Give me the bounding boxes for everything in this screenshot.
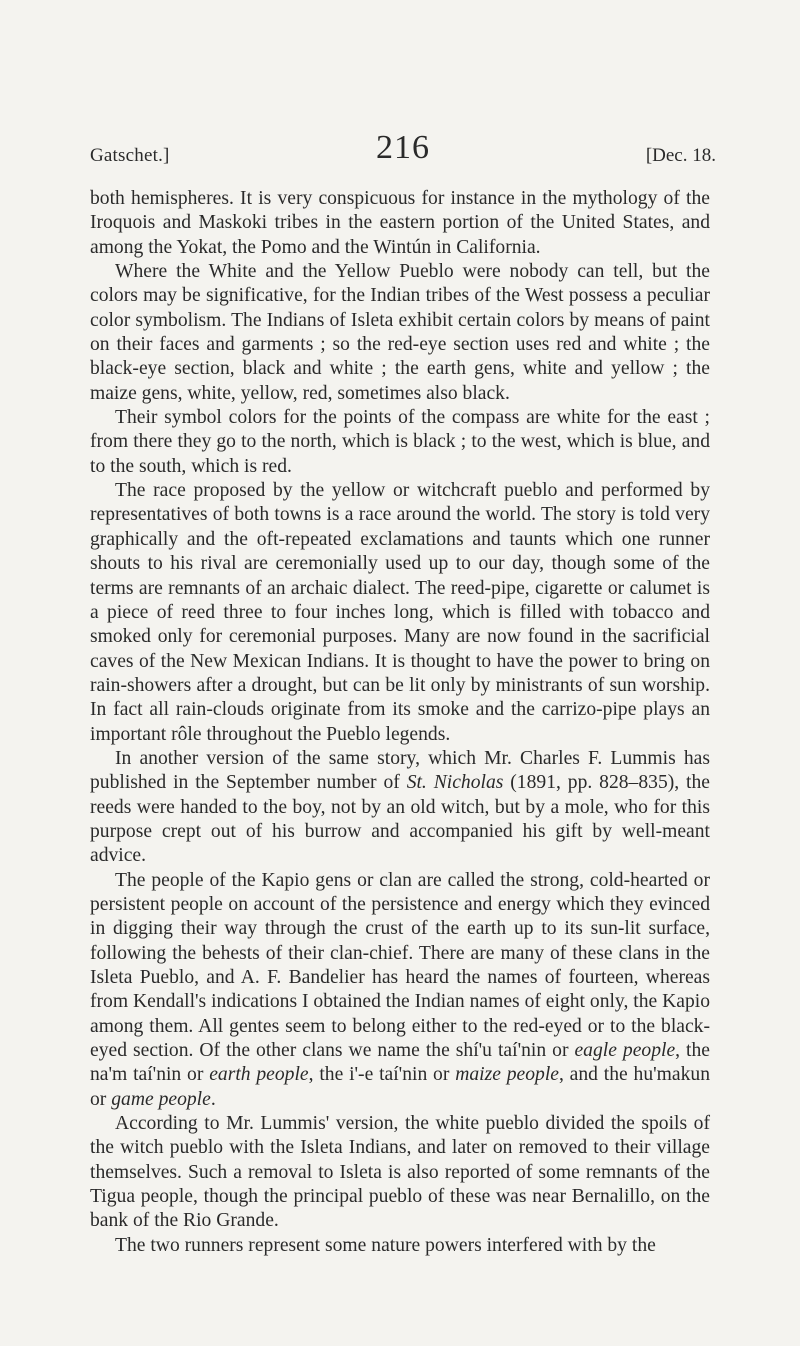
text-run: The people of the Kapio gens or clan are called the strong, cold-hearted or persistent people on account of the persistence and energy which they evinced in digging their way through the crust of the earth up to its sun-lit surface, following the behests of their clan-chief. There are many of these clans in the Isleta Pueblo, and A. F. Bandelier has heard the names of fourteen, whereas from Kendall's indications I obtained the Indian names of eight only, the Kapio among them. All gentes seem to belong either to the red-eyed or to the black-eyed section. Of the other clans we name the shí'u taí'nin or (90, 869, 710, 1062)
italic-text: earth people (209, 1064, 309, 1086)
text-run: , and the hu'makun or (90, 1064, 710, 1110)
paragraph (90, 187, 710, 260)
italic-text: eagle people (574, 1040, 676, 1062)
text-run: Where the White and the Yellow Pueblo were nobody can tell, but the colors may be significative, for the Indian tribes of the West possess a peculiar color symbolism. The Indians of Isleta exhibit certain colors by means of paint on their faces and garments ; so the red-eye section uses red and white ; the black-eye section, black and white ; the earth gens, white and yellow ; the maize gens, white, yellow, red, sometimes also black. (90, 261, 710, 404)
body-text (90, 187, 710, 1258)
page-number: 216 (376, 129, 430, 166)
paragraph (90, 1234, 710, 1258)
text-run: , the i'-e taí'nin or (308, 1064, 456, 1086)
author-header: Gatschet.] (90, 145, 170, 166)
text-run: In another version of the same story, which Mr. Charles F. Lummis has published in the September number of (90, 747, 710, 794)
text-run: . (210, 1088, 216, 1110)
text-run: , the na'm taí'nin or (90, 1040, 710, 1086)
paragraph (90, 869, 710, 1112)
text-run: Their symbol colors for the points of the compass are white for the east ; from there they go to the north, which is black ; to the west, which is blue, and to the south, which is red. (90, 407, 710, 477)
running-head (90, 129, 716, 175)
text-run: (1891, pp. 828–835), the reeds were handed to the boy, not by an old witch, but by a mole, who for this purpose crept out of his burrow and accompanied his gift by well-meant advice. (90, 772, 710, 867)
italic-text: maize people (455, 1064, 559, 1086)
italic-text: St. Nicholas (406, 772, 504, 794)
italic-text: game people (111, 1088, 211, 1110)
paragraph (90, 479, 710, 747)
date-header: [Dec. 18. (645, 145, 716, 166)
paragraph (90, 747, 710, 869)
text-run: The race proposed by the yellow or witchcraft pueblo and performed by representatives of both towns is a race around the world. The story is told very graphically and the oft-repeated exclamations and taunts which one runner shouts to his rival are ceremonially used up to our day, though some of the terms are remnants of an archaic dialect. The reed-pipe, cigarette or calumet is a piece of reed three to four inches long, which is filled with tobacco and smoked only for ceremonial purposes. Many are now found in the sacrificial caves of the New Mexican Indians. It is thought to have the power to bring on rain-showers after a drought, but can be lit only by ministrants of sun worship. In fact all rain-clouds originate from its smoke and the carrizo-pipe plays an important rôle throughout the Pueblo legends. (90, 480, 710, 745)
paragraph (90, 260, 710, 406)
text-run: According to Mr. Lummis' version, the white pueblo divided the spoils of the witch pueblo with the Isleta Indians, and later on removed to their village themselves. Such a removal to Isleta is also reported of some remnants of the Tigua people, though the principal pueblo of these was near Bernalillo, on the bank of the Rio Grande. (90, 1113, 710, 1232)
text-run: The two runners represent some nature powers interfered with by the (115, 1234, 656, 1256)
paragraph (90, 1112, 710, 1234)
paragraph (90, 406, 710, 479)
text-run: both hemispheres. It is very conspicuous for instance in the mythology of the Iroquois and Maskoki tribes in the eastern portion of the United States, and among the Yokat, the Pomo and the Wintún in California. (90, 188, 710, 258)
